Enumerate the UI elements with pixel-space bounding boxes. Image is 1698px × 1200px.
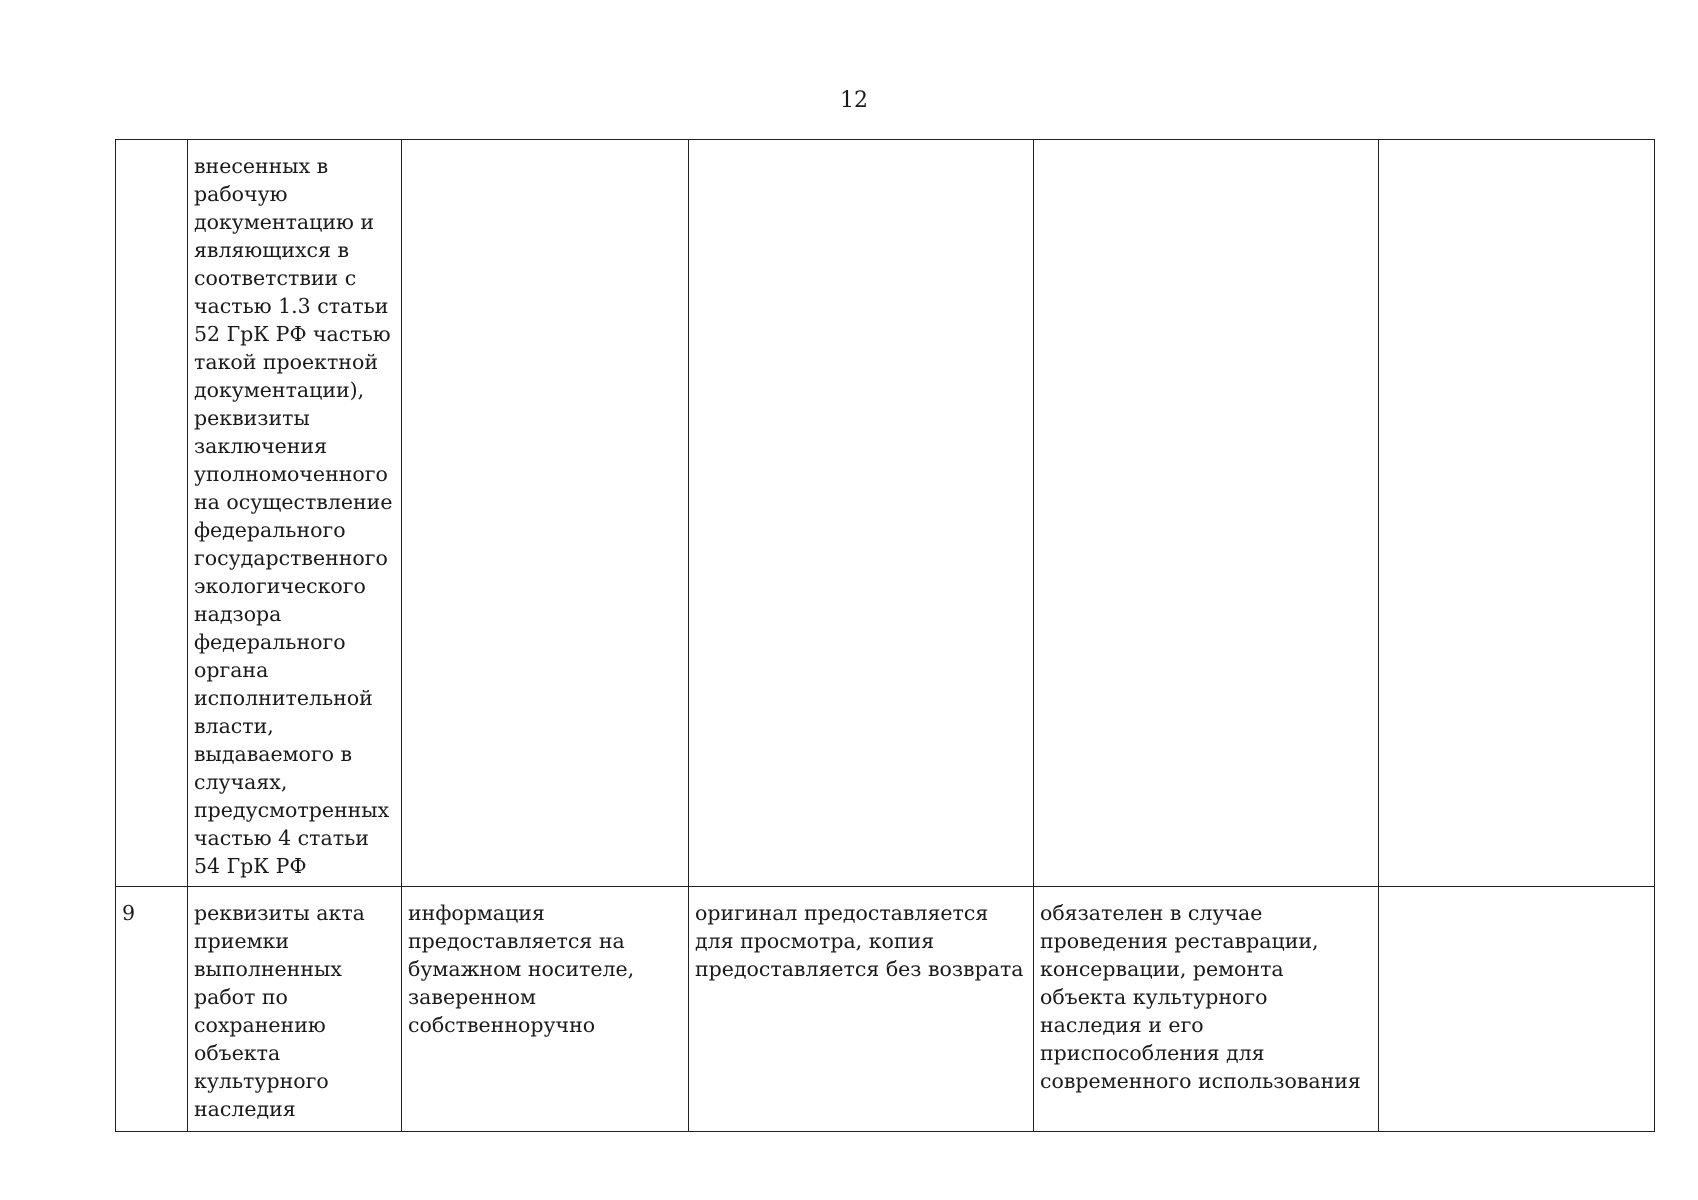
form-text: информация предоставляется на бумажном носителе, заверенном собственноручно xyxy=(408,901,635,1037)
condition-text: обязателен в случае проведения реставрации, консервации, ремонта объекта культурного наследия и его приспособления для современного использования xyxy=(1040,901,1361,1093)
table-row xyxy=(116,140,1655,887)
document-cell xyxy=(188,887,402,1132)
original-copy-text: оригинал предоставляется для просмотра, копия предоставляется без возврата xyxy=(695,901,1024,981)
page-number-text: 12 xyxy=(840,88,868,113)
document-cell xyxy=(188,140,402,887)
document-text: внесенных в рабочую документацию и являющихся в соответствии с частью 1.3 статьи 52 ГрК РФ частью такой проектной документации), реквизиты заключения уполномоченного на осуществление федерального государственного экологического надзора федерального органа исполнительной власти, выдаваемого в случаях, предусмотренных частью 4 статьи 54 ГрК РФ xyxy=(194,154,393,878)
note-cell xyxy=(1379,887,1655,1132)
requirements-table xyxy=(115,139,1655,1132)
page-number xyxy=(0,88,1698,114)
form-cell xyxy=(402,887,689,1132)
form-cell xyxy=(402,140,689,887)
note-cell xyxy=(1379,140,1655,887)
row-number-cell xyxy=(116,887,188,1132)
original-copy-cell xyxy=(689,887,1034,1132)
original-copy-cell xyxy=(689,140,1034,887)
condition-cell xyxy=(1034,887,1379,1132)
row-number: 9 xyxy=(122,901,136,925)
condition-cell xyxy=(1034,140,1379,887)
row-number-cell xyxy=(116,140,188,887)
document-text: реквизиты акта приемки выполненных работ по сохранению объекта культурного наследия xyxy=(194,901,365,1121)
table-row xyxy=(116,887,1655,1132)
